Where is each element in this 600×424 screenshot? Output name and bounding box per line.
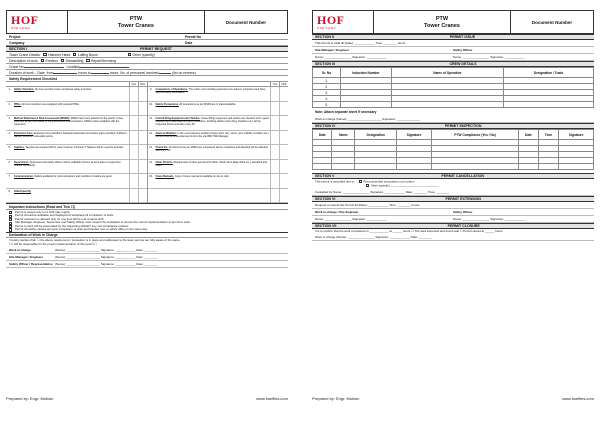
checklist-item-desc: Copy of crane manual is available on site to refer. xyxy=(174,175,230,178)
section-3-title: CREW DETAILS xyxy=(449,62,477,66)
checklist-item-text xyxy=(13,116,129,130)
checklist-item-number: 14. xyxy=(149,160,153,164)
checklist-item-title: Safety Induction- xyxy=(14,88,35,91)
checklist-item xyxy=(6,131,147,146)
checklist-item xyxy=(148,131,289,146)
other-crane-label: Other (specify) xyxy=(132,52,155,57)
signer-fields: (Name): ____________________ Signature: ____________ Date: ________ xyxy=(55,262,158,267)
section-5-title: PERMIT CANCELLATION xyxy=(441,174,485,178)
permit-page-back xyxy=(312,10,594,402)
instruction-text: Permit extension is allowed only for one time till the end of same shift. xyxy=(15,216,105,221)
logo-mark: HOF xyxy=(11,13,39,27)
instruction-checkbox[interactable] xyxy=(9,228,12,231)
instructions-title-text: Important Instructions (Read and Tick ☐) xyxy=(9,204,76,209)
closure-text: It is to confirm that the work completed on ____________ at ______ hours ☐ The area inspected and found safe ☐ Permit closed at ______ hours. xyxy=(315,228,504,233)
footer-front xyxy=(6,396,288,401)
checklist-item-number: 8. xyxy=(8,189,11,193)
checklist-item-title: Exclusion Zone- xyxy=(14,131,34,135)
checklist-yes-box[interactable] xyxy=(129,189,138,203)
inspection-cell[interactable] xyxy=(559,164,594,170)
project-label: Project xyxy=(9,34,21,39)
logo-subtext: HSE FILES xyxy=(11,26,30,30)
repair-label: Repair/Servicing xyxy=(91,58,116,63)
personnel-field[interactable] xyxy=(159,71,171,74)
col-yes: Yes xyxy=(129,82,138,86)
checklist-na-box[interactable] xyxy=(279,160,288,174)
permit-no-label: Permit No xyxy=(185,34,202,39)
hammer-head-label: Hammer Head xyxy=(48,52,71,57)
checklist-item-title: Crane Manuals- xyxy=(155,175,175,178)
checklist-yes-box[interactable] xyxy=(270,102,279,116)
declaration-line-1: I hereby declare that: ☐ the above requirement / precaution is in place and addressed to the team and we are fully aware of the same. xyxy=(9,238,181,243)
prepared-by: Prepared by: Engr. Mohsin xyxy=(312,396,360,401)
checklist-item-title: Taglines- xyxy=(14,146,25,149)
closure-signature-row[interactable] xyxy=(312,234,594,241)
permit-page-front xyxy=(6,10,288,402)
checklist-na-box[interactable] xyxy=(138,87,147,101)
signer-role: Safety Officer / Representative xyxy=(9,262,53,267)
checklist-title-text: Safety Requirement Checklist xyxy=(9,76,57,81)
checklist-item-text xyxy=(155,131,271,145)
checklist-item-title: Other(specify) xyxy=(14,189,31,193)
checklist-item-text xyxy=(155,189,271,203)
checklist-item xyxy=(148,160,289,175)
instructions-list xyxy=(6,210,288,232)
checklist-na-box[interactable] xyxy=(138,102,147,116)
checklist-item-text xyxy=(13,87,129,101)
checklist-item-number: 12. xyxy=(149,131,153,135)
checklist-na-box[interactable] xyxy=(279,116,288,130)
checklist-item xyxy=(148,174,289,189)
crane-no-label: Crane No: xyxy=(9,64,25,69)
col-yes: Yes xyxy=(270,82,279,86)
crew-column-header: Name of Operative xyxy=(391,68,503,78)
other-crane-checkbox[interactable] xyxy=(128,53,131,56)
work-description-label: Description of work xyxy=(9,58,38,63)
checklist-item-title: Adverse Weather- xyxy=(155,131,177,135)
title-ptw: PTW xyxy=(435,16,449,22)
logo-mark: HOF xyxy=(317,13,345,27)
checklist-na-box[interactable] xyxy=(138,189,147,203)
extension-request-row[interactable] xyxy=(312,202,594,209)
crane-no-field[interactable] xyxy=(24,65,64,68)
instruction-text: Permit to work will be suspended by the inspecting official if any non-compliance noticed. xyxy=(15,223,129,228)
erection-label: Erection xyxy=(45,58,58,63)
valid-till-text: This Permit is valid till (Date): ____________ Time: ________ hours xyxy=(315,41,406,45)
section-2-title: PERMIT ISSUE xyxy=(449,35,476,39)
checklist-left-column xyxy=(6,82,148,203)
crew-row xyxy=(313,102,594,108)
website-link[interactable]: www.hsefiles.com xyxy=(256,396,288,401)
cancel-other-label: Other (specify) ______________________________ xyxy=(370,183,439,188)
checklist-item-desc: All crew members are equipped with required PPEs. xyxy=(21,102,80,106)
document-number-label: Document Number xyxy=(225,20,267,25)
checklist-item-desc: Supervisor and safety officers will be available full time at work place to supervise/ monitor the activity. xyxy=(14,160,121,167)
checklist-item-text xyxy=(155,174,271,188)
instruction-item xyxy=(9,228,285,231)
checklist-item xyxy=(6,160,147,175)
section-1-id: SECTION I xyxy=(9,47,27,51)
checklist-na-box[interactable] xyxy=(279,131,288,145)
checklist-yes-box[interactable] xyxy=(129,116,138,130)
checklist-item-text xyxy=(155,160,271,174)
checklist-yes-box[interactable] xyxy=(270,87,279,101)
checklist-item-title: Safety Precautions- xyxy=(155,102,179,106)
col-na: N/A xyxy=(279,82,288,86)
checklist-item-number: 7. xyxy=(8,175,11,178)
inspection-column-header: PTW Compliance (Yes / No) xyxy=(431,130,518,140)
company-label: Company xyxy=(9,40,25,45)
inspection-cell[interactable] xyxy=(519,164,538,170)
checklist-item-number: 11. xyxy=(149,117,153,120)
extension-roles-row xyxy=(312,209,594,216)
inspection-row xyxy=(313,164,594,170)
checklist-item xyxy=(6,189,147,204)
checklist-item xyxy=(6,87,147,102)
date-label: Date xyxy=(185,40,193,45)
checklist-na-box[interactable] xyxy=(138,145,147,159)
checklist-item-text xyxy=(13,102,129,116)
checklist-item xyxy=(6,145,147,160)
checklist-item-desc: Exclusion zone identified. Adequate barricade and caution signs provided. Sufficient warden posted in vulnerable points. xyxy=(14,131,127,138)
checklist-item-desc: MSRA have been attached in the permit. Crane crew and all are fully aware of the precautions and procedures. MSRA copies available with the supervisor. xyxy=(14,117,124,126)
section-5-id: SECTION V xyxy=(315,174,335,178)
location-field[interactable] xyxy=(79,65,129,68)
valid-till-row[interactable] xyxy=(312,40,594,47)
checklist-item-text xyxy=(13,145,129,159)
instruction-text: Permit is issued only for a shift (day /night). xyxy=(15,210,71,214)
inspection-cell[interactable] xyxy=(397,164,432,170)
hsefiles-logo xyxy=(313,11,373,33)
extension-signature-row[interactable] xyxy=(312,216,594,223)
location-label: Location xyxy=(66,64,80,69)
checklist-na-box[interactable] xyxy=(279,87,288,101)
checklist-item-text xyxy=(155,145,271,159)
checklist-yes-box[interactable] xyxy=(129,145,138,159)
instruction-text: Site Manager, Engineer, Supervisor and Safety Officer must inspect the workplace to ensure the correct implementation of permit to work. xyxy=(15,220,191,225)
safety-officer-signature: Name: ________________ Signature: ____________ xyxy=(453,55,525,59)
signers-list xyxy=(6,247,288,268)
attach-note: Note: Attach separate sheet if necessary xyxy=(315,110,377,114)
inspection-column-header: Signature xyxy=(397,130,432,140)
signer-row[interactable] xyxy=(6,247,288,254)
checklist-item-desc: In the event adverse weather (heavy wind, rain, storm, poor visibility condition etc.) the work will be suspended and inform the site BM/ HSE Manager. xyxy=(155,131,269,138)
cancellation-block xyxy=(312,179,594,189)
extension-safety-officer-label: Safety Officer xyxy=(453,209,473,214)
checklist-yes-box[interactable] xyxy=(129,131,138,145)
crew-column-header: Induction Number xyxy=(341,68,392,78)
cancelled-by-row[interactable] xyxy=(312,189,594,196)
section-3-id: SECTION III xyxy=(315,62,335,66)
inspection-column-header: Date xyxy=(313,130,332,140)
inspection-column-header: Time xyxy=(538,130,558,140)
checklist-item xyxy=(148,145,289,160)
instruction-text: Permit should be closed-out upon completion of work and handed over to safety office on the same day. xyxy=(15,227,148,232)
dismantling-label: Dismantling xyxy=(65,58,84,63)
checklist-item xyxy=(6,116,147,131)
checklist-item-desc: All precautions as per MSRA are in place/available. xyxy=(179,102,237,106)
duration-label: Duration of work – Date xyxy=(9,70,45,75)
inspection-column-header: Date xyxy=(519,130,538,140)
declaration-text xyxy=(6,238,288,247)
checklist-na-box[interactable] xyxy=(138,160,147,174)
crew-row-number: 5. xyxy=(313,102,341,108)
crew-table xyxy=(312,67,594,108)
checklist-item-text xyxy=(13,160,129,174)
inspection-cell[interactable] xyxy=(355,164,397,170)
prepared-by: Prepared by: Engr. Mohsin xyxy=(6,396,54,401)
work-in-charge-signature[interactable] xyxy=(312,116,594,123)
inspection-table xyxy=(312,129,594,170)
title-tower-cranes: Tower Cranes xyxy=(424,23,460,29)
extension-work-in-charge-signature: Name: ________________ Signature: ____________ xyxy=(315,216,387,221)
checklist-na-box[interactable] xyxy=(138,116,147,130)
section-7-id: SECTION VII xyxy=(315,223,337,228)
checklist-item-text xyxy=(13,174,129,188)
checklist-item-number: 10. xyxy=(149,102,153,106)
duration-to-field[interactable] xyxy=(91,71,109,74)
checklist-na-box[interactable] xyxy=(279,189,288,203)
checklist-yes-box[interactable] xyxy=(129,102,138,116)
checklist-item-text xyxy=(155,87,271,101)
checklist-item-text xyxy=(13,189,129,203)
checklist-item xyxy=(6,102,147,117)
checklist-item-number: 3. xyxy=(8,117,11,120)
checklist-item-title: Other Permits- xyxy=(155,160,173,164)
checklist-item-desc: Radios available for communications and condition of radios are good. xyxy=(34,175,113,178)
checklist-item-desc: All check list as per MSRA are completed/ will be completed and attached will be attached with the PTW. xyxy=(155,146,269,152)
checklist-item-title: Competency of Operatives- xyxy=(155,88,189,91)
col-na: N/A xyxy=(138,82,147,86)
site-manager-label: Site Manager / Engineer xyxy=(315,48,350,52)
duration-from-field[interactable] xyxy=(53,71,77,74)
checklist-item-number: 5. xyxy=(8,146,11,149)
checklist-item-number xyxy=(148,189,155,203)
checklist-yes-box[interactable] xyxy=(270,131,279,145)
checklist-item-number: 9. xyxy=(149,88,153,91)
cancel-reason-label: This permit is cancelled due to: xyxy=(315,179,355,184)
crew-row-number: 2. xyxy=(313,84,341,90)
section-4-id: SECTION IV xyxy=(315,124,336,128)
checklist-item-text xyxy=(155,116,271,130)
checklist-item-text xyxy=(155,102,271,116)
checklist-item-title: Crane/Lifting Equipment and Tackles- xyxy=(155,117,201,120)
checklist-yes-box[interactable] xyxy=(270,116,279,130)
signer-role: Site Manager / Engineer xyxy=(9,255,44,260)
erection-checkbox[interactable] xyxy=(41,59,44,62)
crew-row-number: 1. xyxy=(313,78,341,84)
inspection-column-header: Signature xyxy=(559,130,594,140)
extension-safety-officer-signature: Name: ________________ Signature: ____________ xyxy=(453,216,525,221)
inspection-column-header: Name xyxy=(332,130,355,140)
title-ptw: PTW xyxy=(129,16,143,22)
checklist-item-desc: Crane/ lifting equipment and tackles are checked and in good condition and have valid 3rd party certificates. All lifting tackles (web sling, shackles etc.) will be inspected before and after every lift. xyxy=(155,117,269,126)
dismantling-checkbox[interactable] xyxy=(61,59,64,62)
signer-fields: (Name): ____________________ Signature: ____________ Date: ________ xyxy=(55,255,158,260)
crew-row-number: 3. xyxy=(313,90,341,96)
luffing-boom-label: Luffing Boom xyxy=(77,52,98,57)
crew-cell[interactable] xyxy=(391,102,503,108)
cancel-precautions-checkbox[interactable] xyxy=(359,180,362,183)
duration-hours-to: hours to xyxy=(78,70,91,75)
personnel-label: No. of personnel involved: xyxy=(120,70,160,75)
checklist-item-number: 4. xyxy=(8,131,11,135)
cancel-precautions-label: Recommended precautions not in place xyxy=(363,179,415,184)
inspection-column-header: Designation xyxy=(355,130,397,140)
checklist-yes-box[interactable] xyxy=(129,160,138,174)
checklist-item-desc: The entire crew including supervisor are trained, competent and have valid 3rd party certificates. xyxy=(155,88,266,94)
declaration-title-text: Declaration of Work in Charge xyxy=(9,233,58,238)
signer-row[interactable] xyxy=(6,254,288,261)
checklist-yes-box[interactable] xyxy=(270,145,279,159)
title-tower-cranes: Tower Cranes xyxy=(118,23,154,29)
checklist-yes-box[interactable] xyxy=(270,160,279,174)
checklist-item xyxy=(148,189,289,204)
checklist-item-number: 2. xyxy=(8,102,11,106)
checklist-yes-box[interactable] xyxy=(270,189,279,203)
personnel-note: (list on reverse) xyxy=(172,70,196,75)
checklist-item-desc: Tag lines as required will be used, however minimum 2 Taglines will be used for all loads. xyxy=(25,146,124,149)
crew-column-header: Designation / Trade xyxy=(504,68,594,78)
checklist-item xyxy=(148,102,289,117)
checklist-item xyxy=(6,174,147,189)
checklist-na-box[interactable] xyxy=(279,145,288,159)
checklist-item-desc: Requirement of other permits (Hot Work, Shaft, Floor Edge Work etc.), identified and taken. xyxy=(155,160,267,167)
checklist-na-box[interactable] xyxy=(138,174,147,188)
footer-back xyxy=(312,396,594,401)
form-title xyxy=(373,11,511,33)
inspection-cell[interactable] xyxy=(313,164,332,170)
crane-details-label: Tower Crane Details: xyxy=(9,52,41,57)
checklist-item-title: Communication- xyxy=(14,175,34,178)
form-header-back xyxy=(312,10,594,34)
website-link[interactable]: www.hsefiles.com xyxy=(562,396,594,401)
cancelled-by-text: Cancelled by Name: ________________ Signature: ____________ Date: ________ Time: ________ xyxy=(315,189,450,194)
checklist-na-box[interactable] xyxy=(279,174,288,188)
section-2-id: SECTION II xyxy=(315,35,334,39)
checklist-na-box[interactable] xyxy=(138,131,147,145)
extension-work-in-charge-label: Work in-charge / Site Engineer xyxy=(315,209,359,214)
issue-signature-row[interactable] xyxy=(312,54,594,61)
checklist-item-title: Check list- xyxy=(155,146,169,149)
inspection-cell[interactable] xyxy=(332,164,355,170)
repair-checkbox[interactable] xyxy=(86,59,89,62)
crew-row-number: 4. xyxy=(313,96,341,102)
logo-subtext: HSE FILES xyxy=(317,26,336,30)
checklist-yes-box[interactable] xyxy=(129,87,138,101)
crew-cell[interactable] xyxy=(504,102,594,108)
checklist-right-column xyxy=(148,82,289,203)
section-4-title: PERMIT INSPECTION xyxy=(444,124,482,128)
checklist-item xyxy=(148,87,289,102)
cancel-other-checkbox[interactable] xyxy=(366,184,369,187)
duration-from: from xyxy=(46,70,54,75)
signer-row[interactable] xyxy=(6,261,288,268)
checklist-item-title: Method Statement & Risk Assessment (MSRA): xyxy=(14,117,71,120)
crew-column-header: Sr. No xyxy=(313,68,341,78)
checklist-item xyxy=(148,116,289,131)
safety-checklist xyxy=(6,82,288,204)
extension-request-text: Request to extend the Permit till (Date): ____________ Time: ________ hours. xyxy=(315,202,420,207)
site-manager-signature: Name: ________________ Signature: ____________ xyxy=(315,55,387,59)
signer-fields: (Name): ____________________ Signature: ____________ Date: ________ xyxy=(55,248,158,253)
checklist-yes-box[interactable] xyxy=(270,174,279,188)
checklist-na-box[interactable] xyxy=(279,102,288,116)
checklist-item-title: PPEs- xyxy=(14,102,22,106)
checklist-item-number: 15. xyxy=(149,175,153,178)
form-title xyxy=(67,11,205,33)
section-7-title: PERMIT CLOSURE xyxy=(447,223,480,228)
form-header xyxy=(6,10,288,34)
section-1-title: PERMIT REQUEST xyxy=(140,47,172,51)
checklist-item-number: 6. xyxy=(8,160,11,164)
inspection-cell[interactable] xyxy=(431,164,518,170)
work-in-charge-signature-text: Work-in-charge (Name): ____________________ Signature: ______________ xyxy=(315,117,421,121)
checklist-item-desc: All crew members have completed safety induction. xyxy=(34,88,92,91)
checklist-yes-box[interactable] xyxy=(129,174,138,188)
instruction-text: Permit should be available and displayed at workplace till completion of work. xyxy=(15,213,114,218)
hsefiles-logo xyxy=(7,11,67,33)
checklist-item-text xyxy=(13,131,129,145)
section-6-title: PERMIT EXTENSION xyxy=(445,196,481,201)
safety-officer-label: Safety Officer xyxy=(453,48,473,52)
signer-role: Work in-charge xyxy=(9,248,31,253)
crew-cell[interactable] xyxy=(341,102,392,108)
checklist-item-number: 1. xyxy=(8,88,11,91)
luffing-boom-checkbox[interactable] xyxy=(73,53,76,56)
hammer-head-checkbox[interactable] xyxy=(43,53,46,56)
checklist-item-title: Supervision- xyxy=(14,160,30,164)
inspection-cell[interactable] xyxy=(538,164,558,170)
checklist-item-number: 13. xyxy=(149,146,153,149)
issue-roles-row xyxy=(312,47,594,54)
duration-hours: hours xyxy=(109,70,119,75)
section-6-id: SECTION VI xyxy=(315,196,336,201)
document-number-label: Document Number xyxy=(531,20,573,25)
declaration-line-2: ☐ I will be responsible for the proper implementation of this permit ☐ xyxy=(9,241,97,246)
closure-signature-text: Work in-charge (Name): ________________ Signature: ____________ Date: ________ xyxy=(315,234,433,239)
